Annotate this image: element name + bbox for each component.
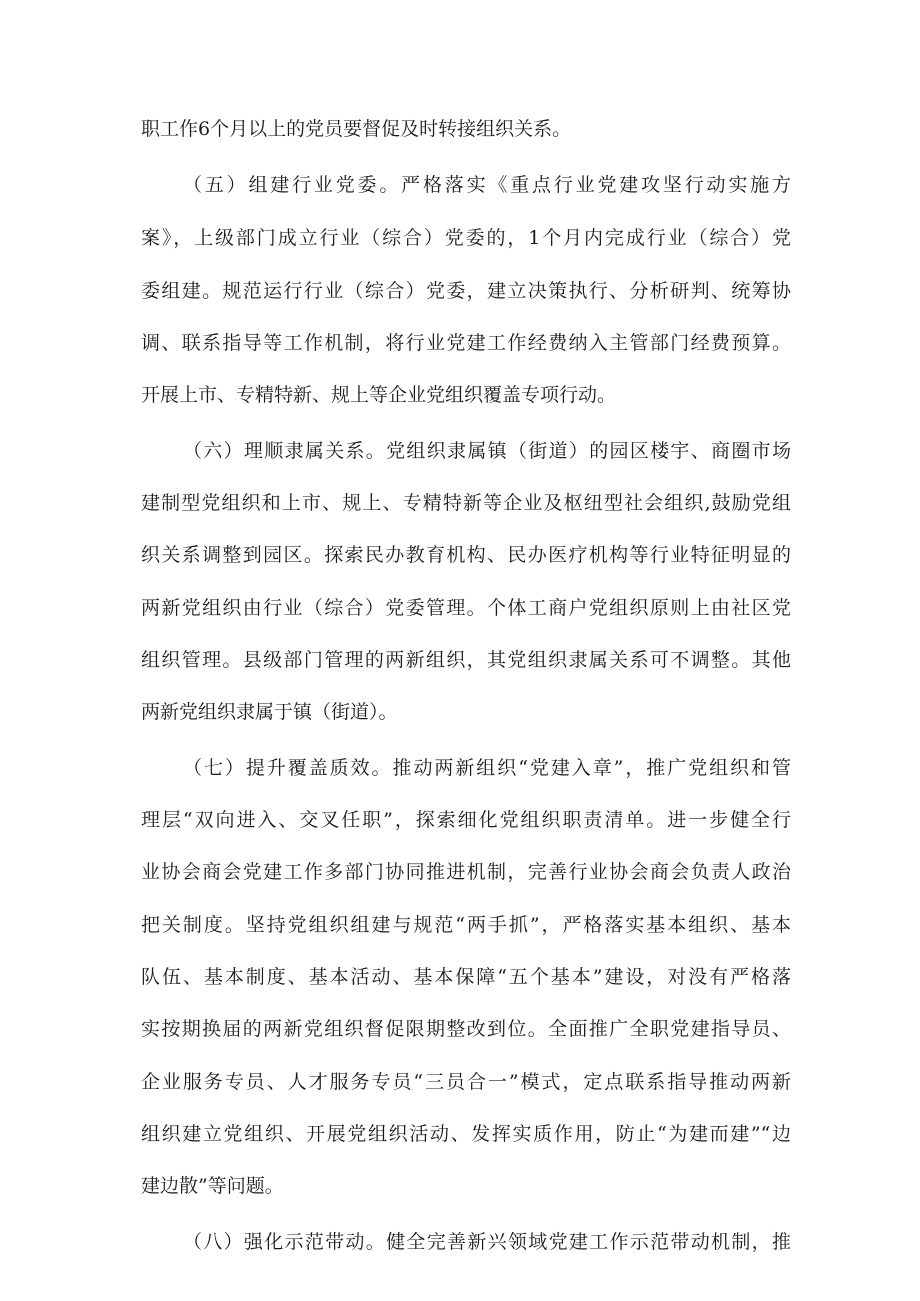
text-line: 队伍、基本制度、基本活动、基本保障“五个基本”建设，对没有严格落 <box>141 966 791 988</box>
text-line: 建制型党组织和上市、规上、专精特新等企业及枢纽型社会组织,鼓励党组 <box>141 492 791 514</box>
text-line: 业协会商会党建工作多部门协同推进机制，完善行业协会商会负责人政治 <box>141 861 791 883</box>
text-line: 织关系调整到园区。探索民办教育机构、民办医疗机构等行业特征明显的 <box>141 544 791 566</box>
text-line: 两新党组织隶属于镇（街道）。 <box>141 701 398 723</box>
text-line: 企业服务专员、人才服务专员“三员合一”模式，定点联系指导推动两新 <box>141 1071 791 1093</box>
text-line: （六）理顺隶属关系。党组织隶属镇（街道）的园区楼宇、商圈市场 <box>183 440 791 462</box>
text-line: （八）强化示范带动。健全完善新兴领域党建工作示范带动机制，推 <box>183 1231 791 1253</box>
text-line: 把关制度。坚持党组织组建与规范“两手抓”，严格落实基本组织、基本 <box>141 914 791 936</box>
text-line: 两新党组织由行业（综合）党委管理。个体工商户党组织原则上由社区党 <box>141 597 791 619</box>
text-line: （七）提升覆盖质效。推动两新组织“党建入章”，推广党组织和管 <box>183 757 791 779</box>
text-line: 案》，上级部门成立行业（综合）党委的，1个月内完成行业（综合）党 <box>141 227 791 249</box>
text-line: 建边散”等问题。 <box>141 1175 284 1197</box>
text-line: 理层“双向进入、交叉任职”，探索细化党组织职责清单。进一步健全行 <box>141 809 791 831</box>
text-line: 组织管理。县级部门管理的两新组织，其党组织隶属关系可不调整。其他 <box>141 649 791 671</box>
text-line: 委组建。规范运行行业（综合）党委，建立决策执行、分析研判、统筹协 <box>141 280 791 302</box>
text-line: 职工作6个月以上的党员要督促及时转接组织关系。 <box>141 118 572 140</box>
text-line: 调、联系指导等工作机制，将行业党建工作经费纳入主管部门经费预算。 <box>141 332 791 354</box>
text-line: 实按期换届的两新党组织督促限期整改到位。全面推广全职党建指导员、 <box>141 1018 791 1040</box>
text-line: （五）组建行业党委。严格落实《重点行业党建攻坚行动实施方 <box>183 174 791 196</box>
text-line: 开展上市、专精特新、规上等企业党组织覆盖专项行动。 <box>141 384 617 406</box>
text-line: 组织建立党组织、开展党组织活动、发挥实质作用，防止“为建而建”“边 <box>141 1123 791 1145</box>
